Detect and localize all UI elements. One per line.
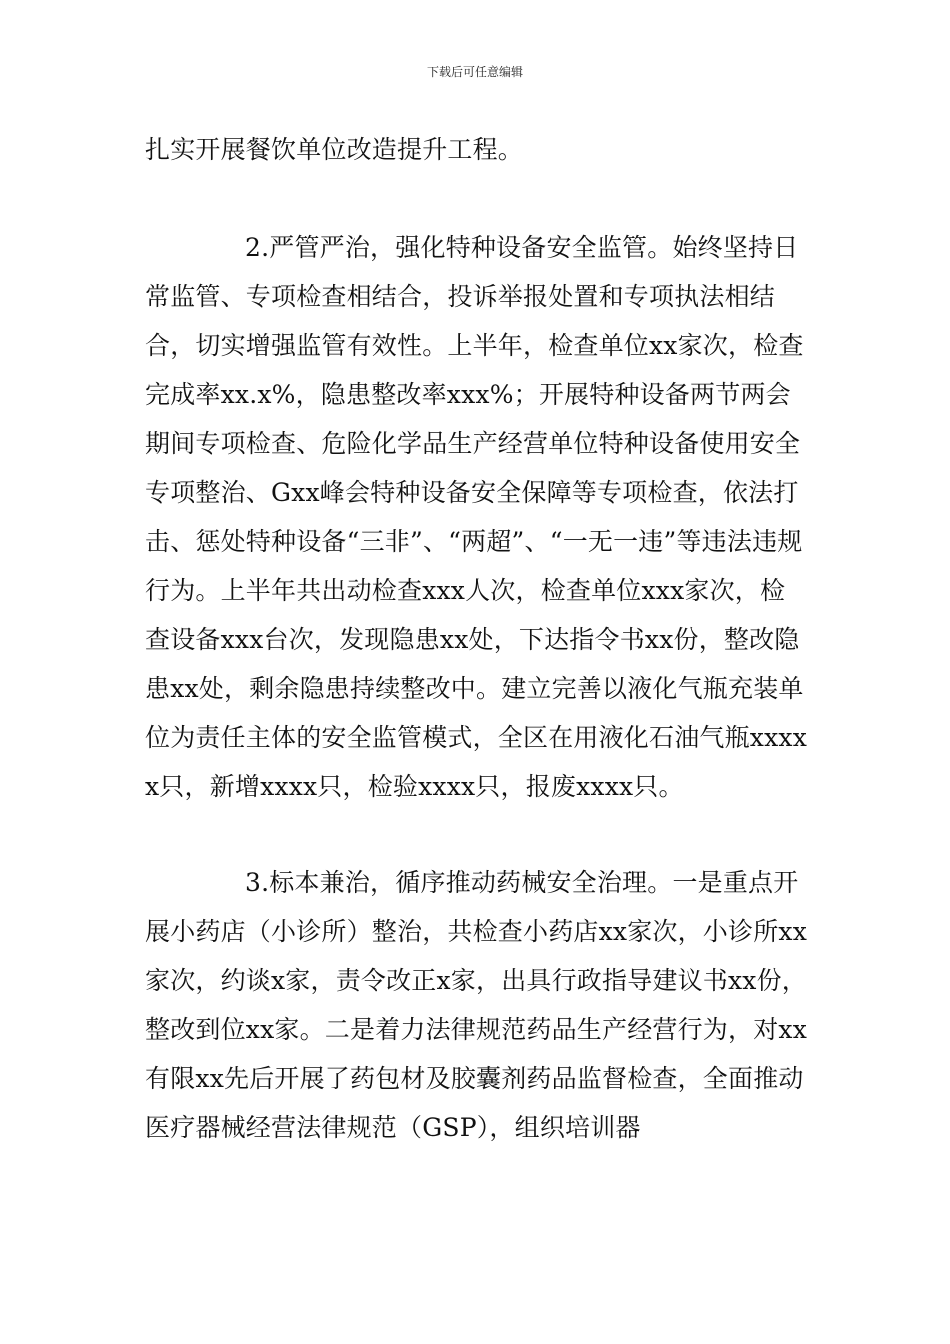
paragraph-1: 扎实开展餐饮单位改造提升工程。 (145, 135, 524, 164)
paragraph-2: 2.严管严治，强化特种设备安全监管。始终坚持日常监管、专项检查相结合，投诉举报处置和专项执法相结合，切实增强监管有效性。上半年，检查单位xx家次，检查完成率xx.x%，隐患整改率xxx%；开展特种设备两节两会期间专项检查、危险化学品生产经营单位特种设备使用安全专项整治、Gxx峰会特种设备安全保障等专项检查，依法打击、惩处特种设备“三非”、“两超”、“一无一违”等违法违规行为。上半年共出动检查xxx人次，检查单位xxx家次，检查设备xxx台次，发现隐患xx处，下达指令书xx份，整改隐患xx处，剩余隐患持续整改中。建立完善以液化气瓶充装单位为责任主体的安全监管模式，全区在用液化石油气瓶xxxxx只，新增xxxx只，检验xxxx只，报废xxxx只。 (145, 233, 807, 801)
paragraph-3: 3.标本兼治，循序推动药械安全治理。一是重点开展小药店（小诊所）整治，共检查小药店xx家次，小诊所xx家次，约谈x家，责令改正x家，出具行政指导建议书xx份，整改到位xx家。二是着力法律规范药品生产经营行为，对xx有限xx先后开展了药包材及胶囊剂药品监督检查，全面推动医疗器械经营法律规范（GSP），组织培训器 (145, 868, 807, 1142)
document-body (145, 125, 810, 1152)
page-header: 下载后可任意编辑 (426, 65, 523, 79)
